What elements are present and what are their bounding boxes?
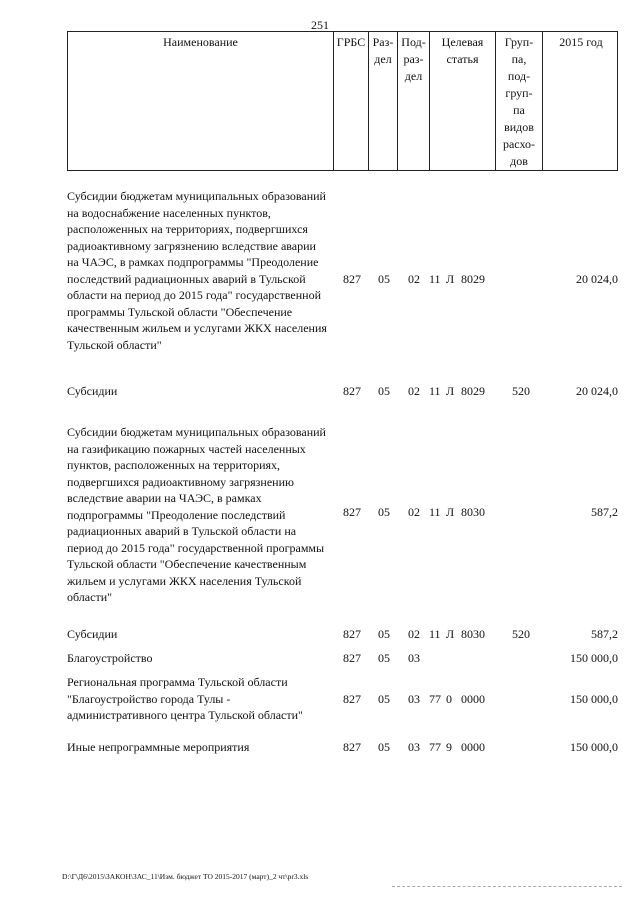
table-row: Субсидии 827 05 02 11 Л 8029 520 20 024,0 (67, 384, 618, 398)
row-amount: 20 024,0 (576, 272, 618, 286)
row-razdel: 05 (378, 384, 390, 398)
header-grbs: ГРБС (334, 32, 369, 170)
row-grbs: 827 (343, 384, 361, 398)
row-amount: 150 000,0 (570, 651, 618, 665)
row-grbs: 827 (343, 692, 361, 706)
row-name: Благоустройство (67, 651, 153, 665)
row-razdel: 05 (378, 651, 390, 665)
table-row (67, 650, 618, 667)
row-podrazdel: 02 (408, 505, 420, 519)
page-number: 251 (311, 18, 329, 32)
row-name: Региональная программа Тульской области "Благоустройство города Тулы - административного центра Тульской области" (67, 675, 303, 722)
row-grbs: 827 (343, 272, 361, 286)
row-amount: 20 024,0 (576, 384, 618, 398)
header-name: Наименование (68, 32, 334, 170)
row-amount: 150 000,0 (570, 692, 618, 706)
row-podrazdel: 02 (408, 384, 420, 398)
row-podrazdel: 03 (408, 651, 420, 665)
row-name: Субсидии бюджетам муниципальных образований на газификацию пожарных частей населенных пунктов, расположенных на территориях, подвергшихся радиоактивному загрязнению вследствие аварии на ЧАЭС, в рамках подпрограммы "Преодоление последствий радиационных аварий в Тульской области на период до 2015 года" государственной программы Тульской области "Обеспечение качественным жильем и услугами ЖКХ населения Тульской области" (67, 425, 326, 604)
row-expense-group: 520 (512, 384, 530, 398)
row-name: Субсидии бюджетам муниципальных образований на водоснабжение населенных пунктов, расположенных на территориях, подвергшихся радиоактивному загрязнению вследствие аварии на ЧАЭС, в рамках подпрограммы "Преодоление последствий радиационных аварий в Тульской области на период до 2015 года" государственной программы Тульской области "Обеспечение качественным жильем и услугами ЖКХ населения Тульской области" (67, 189, 327, 352)
header-razdel: Раз- дел (369, 32, 398, 170)
table-row: Региональная программа Тульской области "Благоустройство города Тулы - административного центра Тульской области" 827 05 03 77 0 0000 150 000,0 (67, 675, 618, 722)
table-row: Иные непрограммные мероприятия 827 05 03 77 9 0000 150 000,0 (67, 740, 618, 754)
row-grbs: 827 (343, 505, 361, 519)
header-target-article: Целевая статья (430, 32, 496, 170)
table-row: Субсидии 827 05 02 11 Л 8030 520 587,2 (67, 627, 618, 641)
row-grbs: 827 (343, 627, 361, 641)
row-expense-group: 520 (512, 627, 530, 641)
row-razdel: 05 (378, 505, 390, 519)
row-name: Субсидии (67, 384, 118, 398)
row-amount: 587,2 (591, 627, 618, 641)
table-row: Субсидии бюджетам муниципальных образований на водоснабжение населенных пунктов, расположенных на территориях, подвергшихся радиоактивному загрязнению вследствие аварии на ЧАЭС, в рамках подпрограммы "Преодоление последствий радиационных аварий в Тульской области на период до 2015 года" государственной программы Тульской области "Обеспечение качественным жильем и услугами ЖКХ населения Тульской области" 827 05 02 11 Л 8029 20 024,0 (67, 189, 618, 352)
row-grbs: 827 (343, 651, 361, 665)
footer-dotted-line (392, 886, 622, 887)
row-grbs: 827 (343, 740, 361, 754)
file-path-footer: D:\Г\Д6\2015\ЗАКОН\ЗАС_11\Изм. бюджет ТО 2015-2017 (март)_2 чт\pr3.xls (62, 872, 309, 881)
row-podrazdel: 02 (408, 272, 420, 286)
row-podrazdel: 02 (408, 627, 420, 641)
row-podrazdel: 03 (408, 692, 420, 706)
row-podrazdel: 03 (408, 740, 420, 754)
row-razdel: 05 (378, 692, 390, 706)
header-podrazdel: Под- раз- дел (398, 32, 430, 170)
header-expense-group: Груп- па, под- груп- па видов расхо- дов (496, 32, 543, 170)
header-year: 2015 год (559, 35, 603, 49)
row-name: Иные непрограммные мероприятия (67, 740, 250, 754)
table-row: Субсидии бюджетам муниципальных образований на газификацию пожарных частей населенных пунктов, расположенных на территориях, подвергшихся радиоактивному загрязнению вследствие аварии на ЧАЭС, в рамках подпрограммы "Преодоление последствий радиационных аварий в Тульской области на период до 2015 года" государственной программы Тульской области "Обеспечение качественным жильем и услугами ЖКХ населения Тульской области" 827 05 02 11 Л 8030 587,2 (67, 425, 618, 604)
row-name: Субсидии (67, 627, 118, 641)
row-razdel: 05 (378, 740, 390, 754)
row-razdel: 05 (378, 272, 390, 286)
row-amount: 150 000,0 (570, 740, 618, 754)
row-amount: 587,2 (591, 505, 618, 519)
table-header (67, 31, 618, 171)
row-razdel: 05 (378, 627, 390, 641)
